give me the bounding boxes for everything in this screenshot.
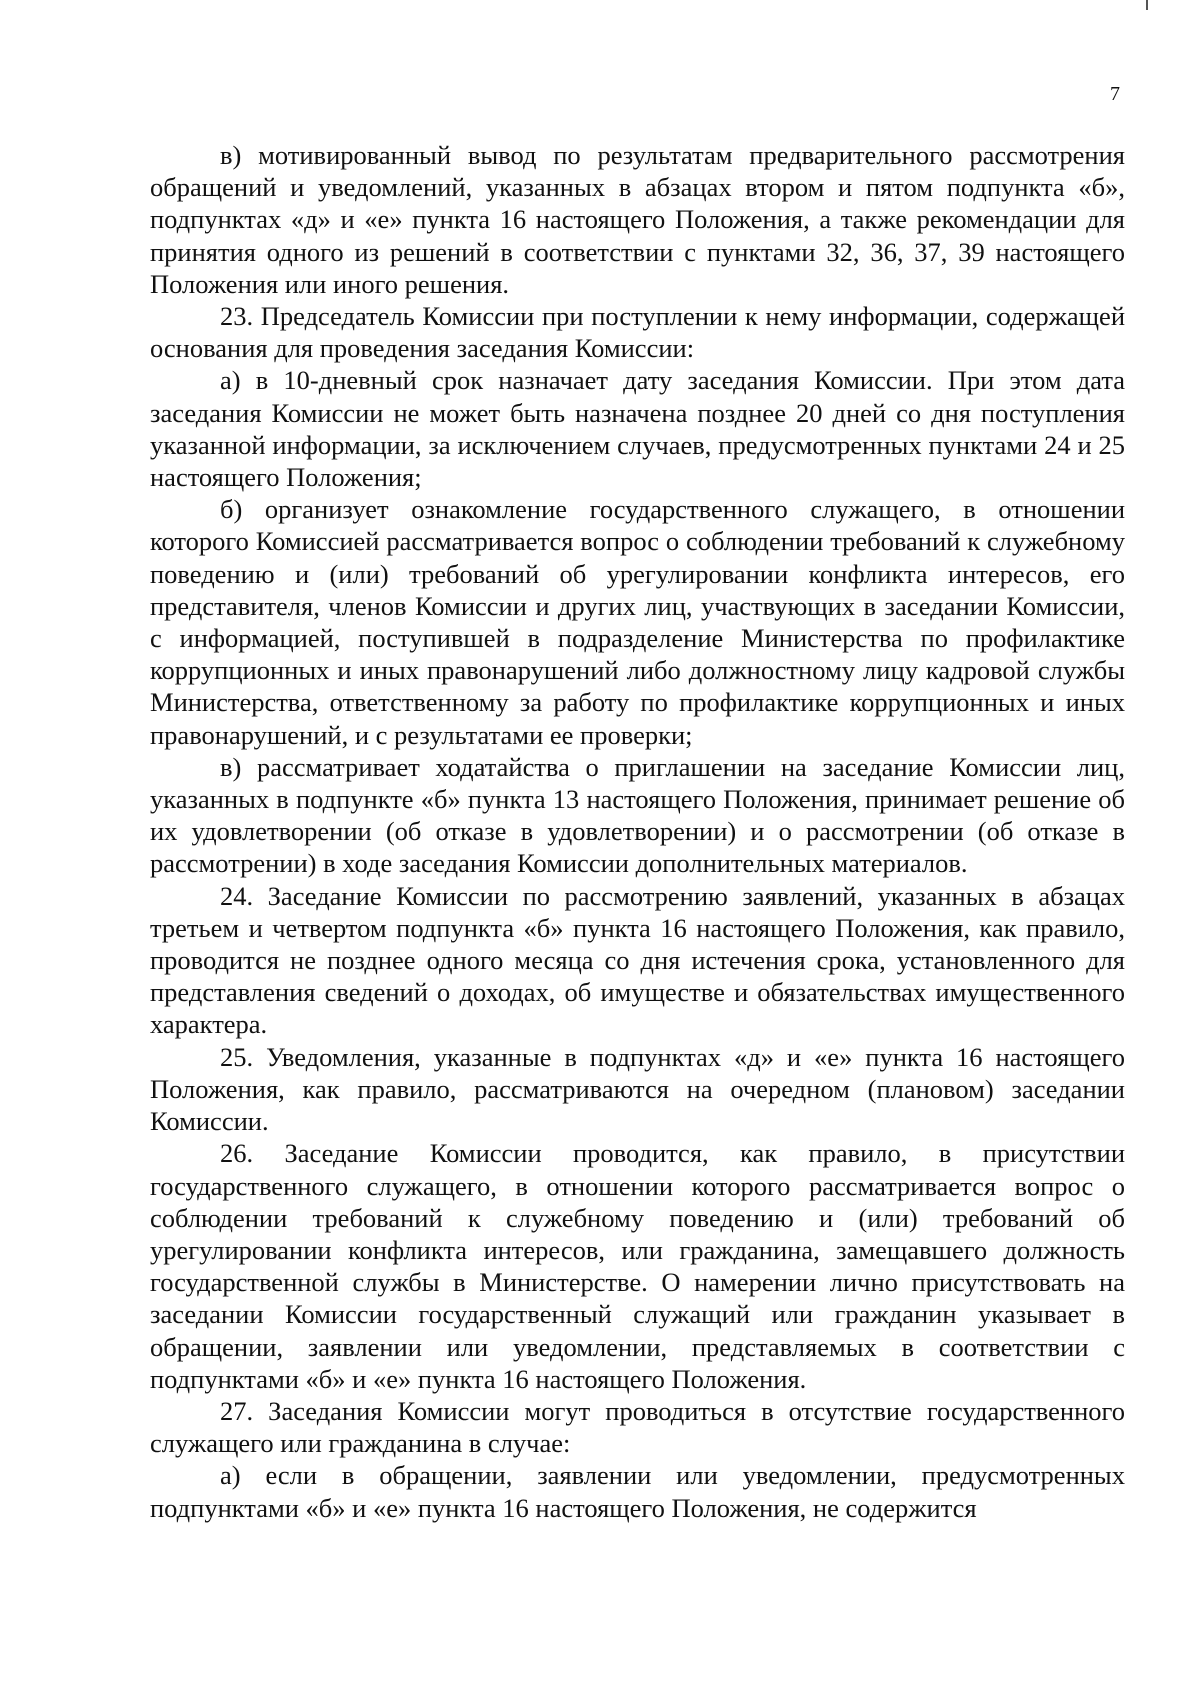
paragraph-22v: в) мотивированный вывод по результатам предварительного рассмотрения обращений и уведомлений, указанных в абзацах втором и пятом подпункта «б», подпунктах «д» и «е» пункта 16 настоящего Положения, а также рекомендации для принятия одного из решений в соответствии с пунктами 32, 36, 37, 39 настоящего Положения или иного решения. [150,140,1125,299]
paragraph-27a: а) если в обращении, заявлении или уведомлении, предусмотренных подпунктами «б» и «е» пункта 16 настоящего Положения, не содержится [150,1460,1125,1523]
paragraph-25: 25. Уведомления, указанные в подпунктах «д» и «е» пункта 16 настоящего Положения, как правило, рассматриваются на очередном (плановом) заседании Комиссии. [150,1041,1125,1137]
paragraph-27: 27. Заседания Комиссии могут проводиться в отсутствие государственного служащего или гражданина в случае: [150,1395,1125,1459]
paragraph-23: 23. Председатель Комиссии при поступлении к нему информации, содержащей основания для проведения заседания Комиссии: [150,301,1125,364]
paragraph-23b: б) организует ознакомление государственного служащего, в отношении которого Комиссией рассматривается вопрос о соблюдении требований к служебному поведению и (или) требований об урегулировании конфликта интересов, его представителя, членов Комиссии и других лиц, участвующих в заседании Комиссии, с информацией, поступившей в подразделение Министерства по профилактике коррупционных и иных правонарушений либо должностному лицу кадровой службы Министерства, ответственному за работу по профилактике коррупционных и иных правонарушений, и с результатами ее проверки; [150,494,1125,750]
page-number: 7 [1110,83,1120,105]
paragraph-26: 26. Заседание Комиссии проводится, как правило, в присутствии государственного служащего, в отношении которого рассматривается вопрос о соблюдении требований к служебному поведению и (или) требований об урегулировании конфликта интересов, или гражданина, замещавшего должность государственной службы в Министерстве. О намерении лично присутствовать на заседании Комиссии государственный служащий или гражданин указывает в обращении, заявлении или уведомлении, представляемых в соответствии с подпунктами «б» и «е» пункта 16 настоящего Положения. [150,1138,1125,1394]
document-body [150,139,1125,1524]
scan-edge-mark [1146,0,1148,10]
paragraph-23a: а) в 10-дневный срок назначает дату заседания Комиссии. При этом дата заседания Комиссии не может быть назначена позднее 20 дней со дня поступления указанной информации, за исключением случаев, предусмотренных пунктами 24 и 25 настоящего Положения; [150,365,1125,493]
paragraph-24: 24. Заседание Комиссии по рассмотрению заявлений, указанных в абзацах третьем и четвертом подпункта «б» пункта 16 настоящего Положения, как правило, проводится не позднее одного месяца со дня истечения срока, установленного для представления сведений о доходах, об имуществе и обязательствах имущественного характера. [150,880,1125,1040]
paragraph-23v: в) рассматривает ходатайства о приглашении на заседание Комиссии лиц, указанных в подпункте «б» пункта 13 настоящего Положения, принимает решение об их удовлетворении (об отказе в удовлетворении) и о рассмотрении (об отказе в рассмотрении) в ходе заседания Комиссии дополнительных материалов. [150,751,1125,879]
